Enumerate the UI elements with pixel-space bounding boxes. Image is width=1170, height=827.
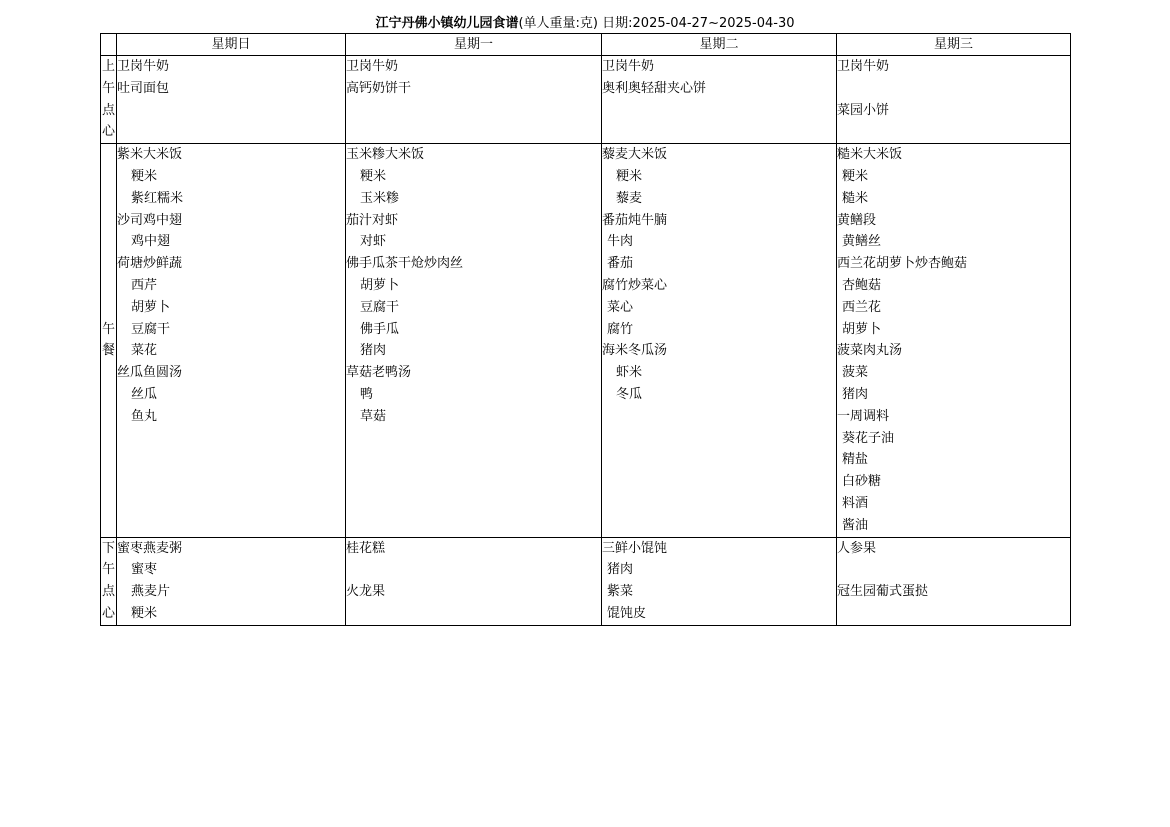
- ingredient-name: 紫红糯米: [131, 190, 184, 206]
- dish-name: 卫岗牛奶: [117, 59, 170, 74]
- dish-name: 三鲜小馄饨: [602, 540, 668, 556]
- dish-name: [346, 603, 601, 625]
- dish-name: 草菇老鸭汤: [346, 365, 412, 381]
- dish-name: [346, 100, 601, 122]
- ingredient-name: 葵花子油: [842, 430, 895, 446]
- dish-name: [602, 100, 836, 122]
- dish-name: 沙司鸡中翅: [117, 212, 183, 228]
- dish-name: [346, 559, 601, 581]
- ingredient-name: 鱼丸: [131, 408, 158, 424]
- dish-name: 火龙果: [346, 584, 386, 600]
- dish-name: 丝瓜鱼圆汤: [117, 365, 183, 381]
- header-row: [101, 34, 1071, 56]
- menu-table: [100, 33, 1071, 626]
- meal-row-morning-snack: [101, 56, 1071, 144]
- column-header-monday: 星期一: [346, 34, 602, 56]
- ingredient-name: 胡萝卜: [360, 277, 400, 293]
- ingredient-name: 燕麦片: [131, 584, 171, 600]
- menu-cell-tuesday: [602, 144, 837, 537]
- dish-name: [117, 121, 345, 143]
- meal-label-char: 午: [101, 562, 115, 578]
- meal-label-char: 餐: [101, 343, 115, 359]
- dish-name: [837, 121, 1070, 143]
- dish-name: 蜜枣燕麦粥: [117, 540, 183, 556]
- dish-name: [117, 100, 345, 122]
- ingredient-name: 草菇: [360, 408, 387, 424]
- ingredient-name: 腐竹: [607, 321, 634, 337]
- ingredient-name: 豆腐干: [360, 299, 400, 315]
- dish-name: 奥利奥轻甜夹心饼: [602, 80, 707, 96]
- ingredient-name: 猪肉: [607, 562, 634, 578]
- dish-name: 卫岗牛奶: [837, 59, 890, 74]
- menu-cell-sunday: [117, 56, 346, 144]
- ingredient-name: 猪肉: [360, 343, 387, 359]
- ingredient-name: 菜花: [131, 343, 158, 359]
- meal-row-lunch: [101, 144, 1071, 537]
- ingredient-name: 牛肉: [607, 234, 634, 250]
- ingredient-name: 白砂糖: [842, 474, 882, 490]
- menu-cell-wednesday: [837, 144, 1071, 537]
- menu-cell-sunday: [117, 144, 346, 537]
- ingredient-name: 酱油: [842, 517, 869, 533]
- ingredient-name: 豆腐干: [131, 321, 171, 337]
- dish-name: 玉米糁大米饭: [346, 147, 425, 163]
- dish-name: [346, 121, 601, 143]
- ingredient-name: 鸭: [360, 386, 374, 402]
- ingredient-name: 番茄: [607, 256, 634, 272]
- dish-name: 卫岗牛奶: [346, 59, 399, 74]
- dish-name: 糙米大米饭: [837, 147, 903, 163]
- ingredient-name: 西芹: [131, 277, 158, 293]
- meal-label-char: 点: [101, 102, 115, 118]
- ingredient-name: 蜜枣: [131, 562, 158, 578]
- ingredient-name: 精盐: [842, 452, 869, 468]
- dish-name: [837, 603, 1070, 625]
- meal-row-afternoon-snack: [101, 537, 1071, 625]
- ingredient-name: 粳米: [131, 605, 158, 621]
- column-header-sunday: 星期日: [117, 34, 346, 56]
- menu-cell-wednesday: [837, 537, 1071, 625]
- page-title: [0, 15, 1170, 33]
- meal-label-char: 点: [101, 584, 115, 600]
- meal-label-lunch: [101, 144, 117, 537]
- column-header-wednesday: 星期三: [837, 34, 1071, 56]
- ingredient-name: 玉米糁: [360, 190, 400, 206]
- corner-cell: [101, 34, 117, 56]
- dish-name: 高钙奶饼干: [346, 80, 412, 96]
- ingredient-name: 粳米: [842, 168, 869, 184]
- ingredient-name: 藜麦: [616, 190, 643, 206]
- dish-name: 黄鳝段: [837, 212, 877, 228]
- dish-name: 菜园小饼: [837, 102, 890, 118]
- dish-name: [837, 559, 1070, 581]
- ingredient-name: 糙米: [842, 190, 869, 206]
- menu-cell-sunday: [117, 537, 346, 625]
- meal-label-char: 下: [101, 540, 115, 556]
- dish-name: 桂花糕: [346, 540, 386, 556]
- meal-label-char: 午: [101, 321, 115, 337]
- ingredient-name: 粳米: [616, 168, 643, 184]
- ingredient-name: 紫菜: [607, 584, 634, 600]
- dish-name: 荷塘炒鲜蔬: [117, 256, 183, 272]
- column-header-tuesday: 星期二: [602, 34, 837, 56]
- dish-name: 西兰花胡萝卜炒杏鲍菇: [837, 256, 968, 272]
- dish-name: 吐司面包: [117, 80, 170, 96]
- date-range: 2025-04-27~2025-04-30: [632, 16, 795, 31]
- meal-label-char: 上: [101, 59, 115, 74]
- dish-name: [837, 78, 1070, 100]
- ingredient-name: 佛手瓜: [360, 321, 400, 337]
- meal-label-char: 心: [101, 605, 115, 621]
- ingredient-name: 粳米: [360, 168, 387, 184]
- dish-name: 茄汁对虾: [346, 212, 399, 228]
- ingredient-name: 菜心: [607, 299, 634, 315]
- ingredient-name: 冬瓜: [616, 386, 643, 402]
- dish-name: 人参果: [837, 540, 877, 556]
- date-label: 日期:: [602, 16, 633, 31]
- ingredient-name: 料酒: [842, 495, 869, 511]
- ingredient-name: 馄饨皮: [607, 605, 647, 621]
- ingredient-name: 胡萝卜: [131, 299, 171, 315]
- dish-name: 佛手瓜茶干炝炒肉丝: [346, 256, 464, 272]
- ingredient-name: 鸡中翅: [131, 234, 171, 250]
- dish-name: 腐竹炒菜心: [602, 277, 668, 293]
- ingredient-name: 菠菜: [842, 365, 869, 381]
- meal-label-morning-snack: [101, 56, 117, 144]
- dish-name: 冠生园葡式蛋挞: [837, 584, 929, 600]
- dish-name: 番茄炖牛腩: [602, 212, 668, 228]
- dish-name: 藜麦大米饭: [602, 147, 668, 163]
- meal-label-char: 午: [101, 80, 115, 96]
- dish-name: 海米冬瓜汤: [602, 343, 668, 359]
- ingredient-name: 黄鳝丝: [842, 234, 882, 250]
- unit-note: (单人重量:克): [518, 16, 598, 31]
- meal-label-char: 心: [101, 124, 115, 140]
- menu-cell-wednesday: [837, 56, 1071, 144]
- dish-name: [602, 121, 836, 143]
- ingredient-name: 虾米: [616, 365, 643, 381]
- ingredient-name: 胡萝卜: [842, 321, 882, 337]
- meal-label-afternoon-snack: [101, 537, 117, 625]
- menu-cell-tuesday: [602, 537, 837, 625]
- menu-cell-monday: [346, 144, 602, 537]
- ingredient-name: 丝瓜: [131, 386, 158, 402]
- menu-cell-tuesday: [602, 56, 837, 144]
- menu-cell-monday: [346, 537, 602, 625]
- dish-name: 一周调料: [837, 408, 890, 424]
- dish-name: 紫米大米饭: [117, 147, 183, 163]
- menu-cell-monday: [346, 56, 602, 144]
- ingredient-name: 粳米: [131, 168, 158, 184]
- ingredient-name: 西兰花: [842, 299, 882, 315]
- ingredient-name: 杏鲍菇: [842, 277, 882, 293]
- ingredient-name: 对虾: [360, 234, 387, 250]
- ingredient-name: 猪肉: [842, 386, 869, 402]
- school-name: 江宁丹佛小镇幼儿园食谱: [375, 16, 519, 31]
- dish-name: 菠菜肉丸汤: [837, 343, 903, 359]
- dish-name: 卫岗牛奶: [602, 59, 655, 74]
